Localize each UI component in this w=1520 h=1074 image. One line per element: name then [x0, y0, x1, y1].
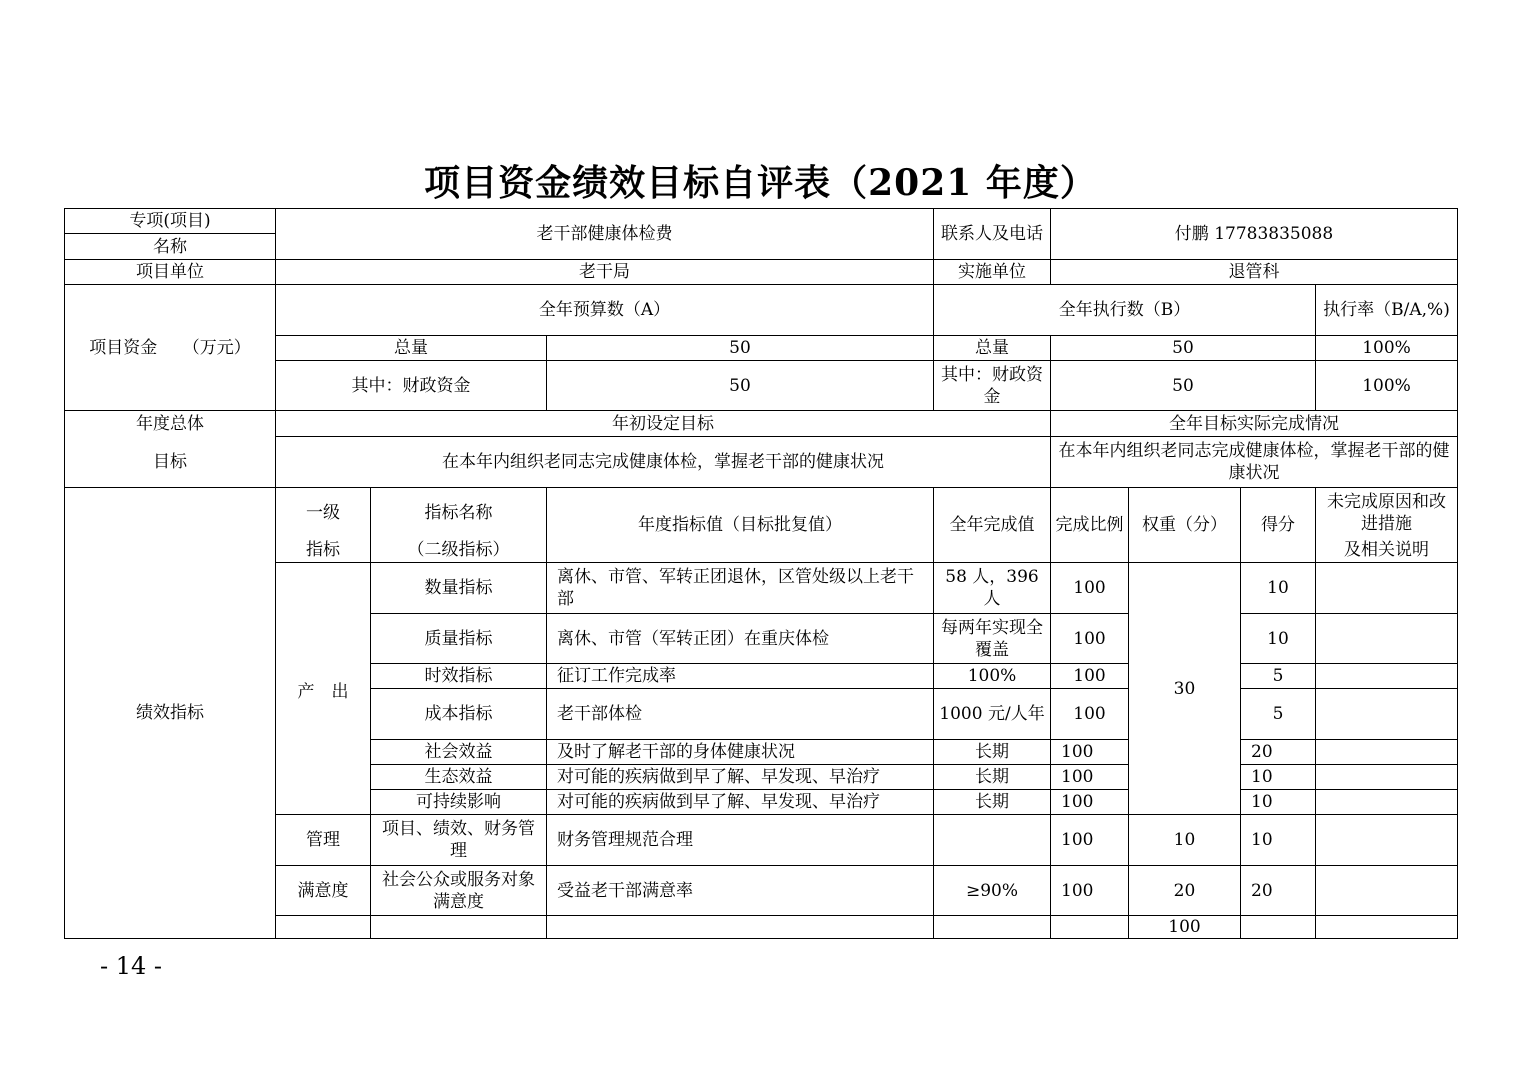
indicator-actual: 1000 元/人年: [934, 689, 1051, 740]
management-reason: [1316, 815, 1458, 866]
indicator-name: 可持续影响: [371, 790, 547, 815]
header-name-a: 指标名称: [371, 488, 547, 538]
indicator-target: 离休、市管、军转正团退休，区管处级以上老干部: [547, 563, 934, 614]
satisfaction-ratio: 100: [1051, 866, 1129, 916]
indicator-actual: 长期: [934, 740, 1051, 765]
management-target: 财务管理规范合理: [547, 815, 934, 866]
indicator-name: 数量指标: [371, 563, 547, 614]
header-actual: 全年完成值: [934, 488, 1051, 563]
indicator-reason: [1316, 790, 1458, 815]
satisfaction-actual: ≥90%: [934, 866, 1051, 916]
indicator-name: 社会效益: [371, 740, 547, 765]
indicator-score: 10: [1241, 765, 1316, 790]
unit-label: 项目单位: [65, 260, 276, 285]
indicator-reason: [1316, 664, 1458, 689]
project-name-value: 老干部健康体检费: [276, 209, 934, 260]
indicator-score: 10: [1241, 790, 1316, 815]
indicator-reason: [1316, 689, 1458, 740]
management-name: 项目、绩效、财务管理: [371, 815, 547, 866]
indicator-target: 及时了解老干部的身体健康状况: [547, 740, 934, 765]
header-name-b: （二级指标）: [371, 538, 547, 563]
satisfaction-name: 社会公众或服务对象满意度: [371, 866, 547, 916]
total-blank: [276, 916, 371, 939]
indicator-ratio: 100: [1051, 664, 1129, 689]
indicator-reason: [1316, 740, 1458, 765]
total-blank: [371, 916, 547, 939]
goal-set-header: 年初设定目标: [276, 411, 1051, 437]
total-blank: [1316, 916, 1458, 939]
indicator-name: 时效指标: [371, 664, 547, 689]
fiscal-budget-label: 其中：财政资金: [276, 361, 547, 411]
total-budget-value: 50: [547, 336, 934, 361]
indicator-name: 生态效益: [371, 765, 547, 790]
indicator-ratio: 100: [1051, 689, 1129, 740]
indicator-score: 10: [1241, 614, 1316, 664]
indicator-ratio: 100: [1051, 614, 1129, 664]
header-level1-b: 指标: [276, 538, 371, 563]
satisfaction-score: 20: [1241, 866, 1316, 916]
total-weight: 100: [1129, 916, 1241, 939]
management-actual: [934, 815, 1051, 866]
contact-value: 付鹏 17783835088: [1051, 209, 1458, 260]
indicator-actual: 长期: [934, 790, 1051, 815]
indicator-ratio: 100: [1051, 765, 1129, 790]
impl-unit-value: 退管科: [1051, 260, 1458, 285]
indicator-reason: [1316, 614, 1458, 664]
total-exec-label: 总量: [934, 336, 1051, 361]
goal-actual-text: 在本年内组织老同志完成健康体检，掌握老干部的健康状况: [1051, 437, 1458, 488]
indicator-ratio: 100: [1051, 563, 1129, 614]
indicator-score: 5: [1241, 689, 1316, 740]
unit-value: 老干局: [276, 260, 934, 285]
indicator-target: 老干部体检: [547, 689, 934, 740]
management-ratio: 100: [1051, 815, 1129, 866]
satisfaction-target: 受益老干部满意率: [547, 866, 934, 916]
indicator-reason: [1316, 563, 1458, 614]
indicator-score: 20: [1241, 740, 1316, 765]
satisfaction-weight: 20: [1129, 866, 1241, 916]
fiscal-exec-value: 50: [1051, 361, 1316, 411]
indicator-name: 成本指标: [371, 689, 547, 740]
rate-header: 执行率（B/A,%): [1316, 285, 1458, 336]
management-level1: 管理: [276, 815, 371, 866]
header-target: 年度指标值（目标批复值）: [547, 488, 934, 563]
management-score: 10: [1241, 815, 1316, 866]
indicator-ratio: 100: [1051, 790, 1129, 815]
indicator-actual: 58 人，396 人: [934, 563, 1051, 614]
performance-evaluation-table: [64, 208, 1458, 939]
total-rate-value: 100%: [1316, 336, 1458, 361]
satisfaction-level1: 满意度: [276, 866, 371, 916]
contact-label: 联系人及电话: [934, 209, 1051, 260]
project-name-label-2: 名称: [65, 234, 276, 260]
fiscal-rate-value: 100%: [1316, 361, 1458, 411]
indicator-actual: 长期: [934, 765, 1051, 790]
fiscal-exec-label: 其中：财政资金: [934, 361, 1051, 411]
document-title: 项目资金绩效目标自评表（2021 年度）: [424, 162, 1097, 204]
indicator-target: 征订工作完成率: [547, 664, 934, 689]
indicator-ratio: 100: [1051, 740, 1129, 765]
page-number: - 14 -: [100, 952, 163, 980]
impl-unit-label: 实施单位: [934, 260, 1051, 285]
total-blank: [934, 916, 1051, 939]
indicator-score: 5: [1241, 664, 1316, 689]
header-ratio: 完成比例: [1051, 488, 1129, 563]
goal-label-2: 目标: [65, 437, 276, 488]
management-weight: 10: [1129, 815, 1241, 866]
exec-header: 全年执行数（B）: [934, 285, 1316, 336]
header-reason-b: 及相关说明: [1316, 538, 1458, 563]
budget-header: 全年预算数（A）: [276, 285, 934, 336]
header-reason-a: 未完成原因和改进措施: [1316, 488, 1458, 538]
total-blank: [1051, 916, 1129, 939]
indicator-name: 质量指标: [371, 614, 547, 664]
goal-label-1: 年度总体: [65, 411, 276, 437]
satisfaction-reason: [1316, 866, 1458, 916]
indicator-target: 对可能的疾病做到早了解、早发现、早治疗: [547, 765, 934, 790]
funds-label: 项目资金 （万元）: [65, 285, 276, 411]
output-weight: 30: [1129, 563, 1241, 815]
header-level1-a: 一级: [276, 488, 371, 538]
total-budget-label: 总量: [276, 336, 547, 361]
project-name-label-1: 专项(项目): [65, 209, 276, 234]
total-blank: [547, 916, 934, 939]
header-score: 得分: [1241, 488, 1316, 563]
total-blank: [1241, 916, 1316, 939]
header-weight: 权重（分）: [1129, 488, 1241, 563]
fiscal-budget-value: 50: [547, 361, 934, 411]
output-level1-label: 产 出: [276, 563, 371, 815]
indicators-section-label: 绩效指标: [65, 488, 276, 939]
indicator-score: 10: [1241, 563, 1316, 614]
indicator-target: 离休、市管（军转正团）在重庆体检: [547, 614, 934, 664]
total-exec-value: 50: [1051, 336, 1316, 361]
indicator-target: 对可能的疾病做到早了解、早发现、早治疗: [547, 790, 934, 815]
goal-actual-header: 全年目标实际完成情况: [1051, 411, 1458, 437]
indicator-actual: 100%: [934, 664, 1051, 689]
goal-set-text: 在本年内组织老同志完成健康体检，掌握老干部的健康状况: [276, 437, 1051, 488]
indicator-actual: 每两年实现全覆盖: [934, 614, 1051, 664]
indicator-reason: [1316, 765, 1458, 790]
